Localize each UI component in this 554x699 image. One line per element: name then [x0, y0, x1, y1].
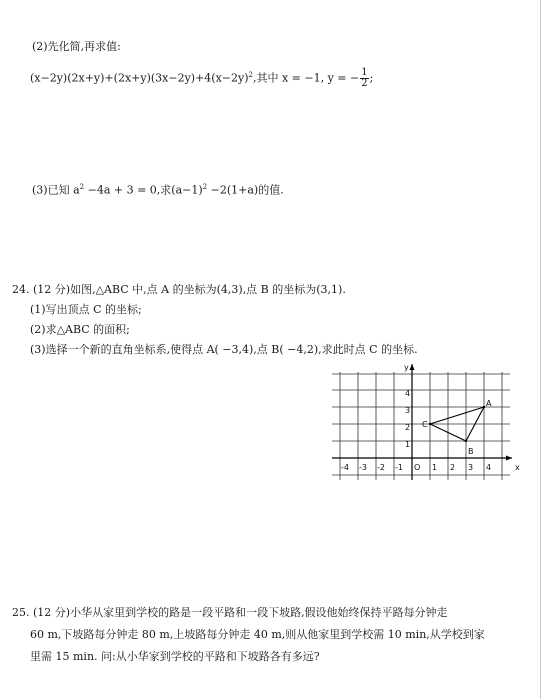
x-tick-label: -2: [377, 463, 385, 472]
y-tick-label: 1: [405, 440, 411, 449]
x-tick-label: 3: [468, 463, 474, 472]
q22-part3-mid: −4a + 3 = 0,求(a−1): [84, 183, 203, 197]
x-axis-label: x: [515, 463, 520, 472]
exponent: 2: [79, 183, 85, 191]
x-tick-label: -3: [359, 463, 367, 472]
fraction-one-half: [360, 68, 368, 89]
expression-condition: ,其中 x = −1, y = −: [252, 71, 360, 85]
q22-part3-pre: (3)已知 a: [32, 183, 80, 197]
q22-part2-heading: (2)先化简,再求值:: [32, 40, 121, 53]
y-tick-label: 4: [405, 389, 411, 398]
q25-line1: 25. (12 分)小华从家里到学校的路是一段平路和一段下坡路,假设他始终保持平路每分钟走: [12, 606, 448, 619]
x-axis-arrow-icon: [506, 456, 512, 461]
coordinate-grid-figure: [330, 360, 520, 482]
x-tick-label: -1: [395, 463, 403, 472]
q22-part3: [32, 180, 284, 198]
y-axis-arrow-icon: [410, 364, 415, 370]
x-tick-label: 1: [432, 463, 438, 472]
point-c: [429, 423, 431, 425]
point-a-label: A: [486, 399, 492, 408]
fraction-numerator: 1: [361, 67, 368, 79]
x-tick-label: 2: [450, 463, 456, 472]
point-a: [483, 406, 485, 408]
x-tick-label: 4: [486, 463, 492, 472]
page-edge: [540, 0, 541, 699]
q24-part2: (2)求△ABC 的面积;: [30, 323, 130, 336]
exponent: 2: [202, 183, 208, 191]
exponent: 2: [248, 71, 253, 79]
q24-part3: (3)选择一个新的直角坐标系,使得点 A( −3,4),点 B( −4,2),求此时点 C 的坐标.: [30, 343, 418, 356]
q25-line3: 里需 15 min. 问:从小华家到学校的平路和下坡路各有多远?: [30, 650, 320, 663]
point-b-label: B: [468, 447, 474, 456]
q24-stem: 24. (12 分)如图,△ABC 中,点 A 的坐标为(4,3),点 B 的坐标为(3,1).: [12, 283, 346, 296]
point-c-label: C: [422, 420, 428, 429]
expression-main: (x−2y)(2x+y)+(2x+y)(3x−2y)+4(x−2y): [30, 71, 249, 85]
y-tick-labels: [405, 389, 410, 449]
expression-end: ;: [369, 71, 374, 85]
y-axis-label: y: [404, 363, 409, 372]
q25-line2: 60 m,下坡路每分钟走 80 m,上坡路每分钟走 40 m,则从他家里到学校需 10 min,从学校到家: [30, 628, 485, 641]
origin-label: O: [414, 463, 421, 472]
fraction-denominator: 2: [361, 78, 368, 90]
q24-part1: (1)写出顶点 C 的坐标;: [30, 303, 142, 316]
q22-part3-post: −2(1+a)的值.: [207, 183, 284, 197]
y-tick-label: 2: [405, 423, 411, 432]
point-b: [465, 440, 467, 442]
x-tick-label: -4: [341, 463, 349, 472]
y-tick-label: 3: [405, 406, 411, 415]
q22-part2-expression: [30, 68, 373, 89]
